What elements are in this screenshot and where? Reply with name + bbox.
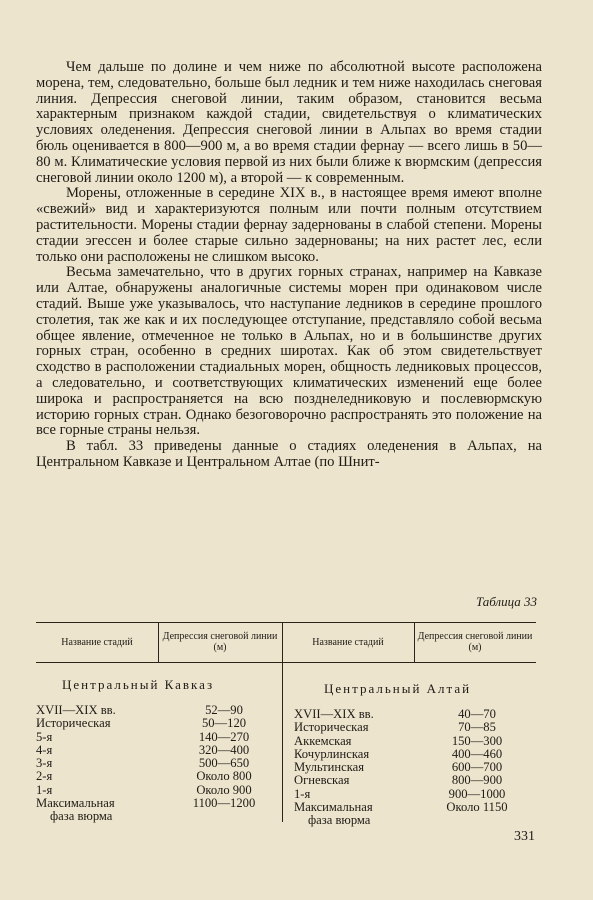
stage-name: Максимальная xyxy=(294,800,373,815)
header-stage-name-right: Название стадий xyxy=(312,636,384,648)
depression-value: 70—85 xyxy=(458,720,496,735)
stage-name: 5-я xyxy=(36,729,53,744)
depression-value xyxy=(184,810,264,823)
header-depression-right: Депрессия снеговой линии (м) xyxy=(417,631,533,653)
paragraph: Чем дальше по долине и чем ниже по абсолютной высоте расположена морена, тем, следовательно, больше был ледник и тем ниже находилась снеговая линия. Депрессия снеговой линии, таким образом, становится весьма характерным признаком каждой стадии, свидетельствуя о климатических условиях оледенения. Депрессия снеговой линии в Альпах во время стадии бюль оценивается в 800—900 м, а во время стадии фернау — всего лишь в 50—80 м. Климатические условия первой из них были ближе к вюрмским (депрессия снеговой линии около 1200 м), а второй — к современным. xyxy=(36,59,542,186)
region-title-caucasus: Центральный Кавказ xyxy=(62,677,215,692)
stage-name: 2-я xyxy=(36,769,53,784)
right-names-column xyxy=(294,708,416,828)
stage-name: 1-я xyxy=(294,786,311,801)
depression-value: 500—650 xyxy=(198,756,250,771)
page-number: 331 xyxy=(514,829,535,844)
depression-value: Около 800 xyxy=(196,769,252,784)
depression-value: 140—270 xyxy=(198,729,250,744)
stage-name: XVII—XIX вв. xyxy=(36,703,116,717)
depression-value: 40—70 xyxy=(458,707,496,721)
header-depression-left: Депрессия снеговой линии (м) xyxy=(162,631,278,653)
stage-name: Мультинская xyxy=(294,760,365,775)
depression-value: 400—460 xyxy=(451,746,503,761)
stage-name: Историческая xyxy=(294,720,369,735)
table-header-rule xyxy=(36,662,536,663)
depression-value: 800—900 xyxy=(451,773,503,788)
depression-value: 900—1000 xyxy=(448,786,506,801)
stage-name: 1-я xyxy=(36,782,53,797)
region-title-altai: Центральный Алтай xyxy=(324,681,472,696)
left-values-column xyxy=(184,704,264,824)
stage-name: 4-я xyxy=(36,742,53,757)
paragraph: В табл. 33 приведены данные о стадиях оледенения в Альпах, на Центральном Кавказе и Центральном Алтае (по Шнит- xyxy=(36,438,542,470)
right-values-column xyxy=(434,708,520,828)
paragraph: Весьма замечательно, что в других горных странах, например на Кавказе или Алтае, обнаружены аналогичные системы морен при одинаковом числе стадий. Выше уже указывалось, что наступание ледников в середине прошлого столетия, так же как и их последующее отступание, представляло собой весьма общее явление, отмеченное не только в Альпах, но и в большинстве других горных стран, особенно в средних широтах. Как об этом свидетельствует сходство в расположении стадиальных морен, общность ледниковых процессов, а следовательно, и соответствующих климатических изменений еще более широка и распространяется на всю позднеледниковую и послевюрмскую историю горных стран. Однако безоговорочно распространять это положение на все горные страны нельзя. xyxy=(36,264,542,439)
depression-value: 1100—1200 xyxy=(192,796,256,811)
left-names-column xyxy=(36,704,158,824)
depression-value: Около 900 xyxy=(196,782,252,797)
stage-name: Максимальная xyxy=(36,796,115,811)
depression-value: Около 1150 xyxy=(446,800,508,815)
header-stage-name-left: Название стадий xyxy=(61,636,133,648)
depression-value: 50—120 xyxy=(201,716,247,731)
depression-value: 52—90 xyxy=(205,703,243,717)
stage-name: Аккемская xyxy=(294,733,352,748)
stage-name: Огневская xyxy=(294,773,350,788)
depression-value xyxy=(434,814,520,827)
depression-value: 600—700 xyxy=(451,760,503,775)
stage-name: Историческая xyxy=(36,716,111,731)
stage-name: фаза вюрма xyxy=(50,809,113,824)
body-text xyxy=(36,60,542,471)
stage-name: XVII—XIX вв. xyxy=(294,707,374,721)
depression-value: 150—300 xyxy=(451,733,503,748)
table-caption: Таблица 33 xyxy=(475,594,537,609)
depression-value: 320—400 xyxy=(198,742,250,757)
stage-name: 3-я xyxy=(36,756,53,771)
stage-name: Кочурлинская xyxy=(294,746,370,761)
paragraph: Морены, отложенные в середине XIX в., в настоящее время имеют вполне «свежий» вид и характеризуются полным или почти полным отсутствием растительности. Морены стадии фернау задернованы в слабой степени. Морены стадии эгессен и более старые сильно задернованы; на них растет лес, если только они расположены не слишком высоко. xyxy=(36,185,542,265)
stage-name: фаза вюрма xyxy=(308,813,371,828)
